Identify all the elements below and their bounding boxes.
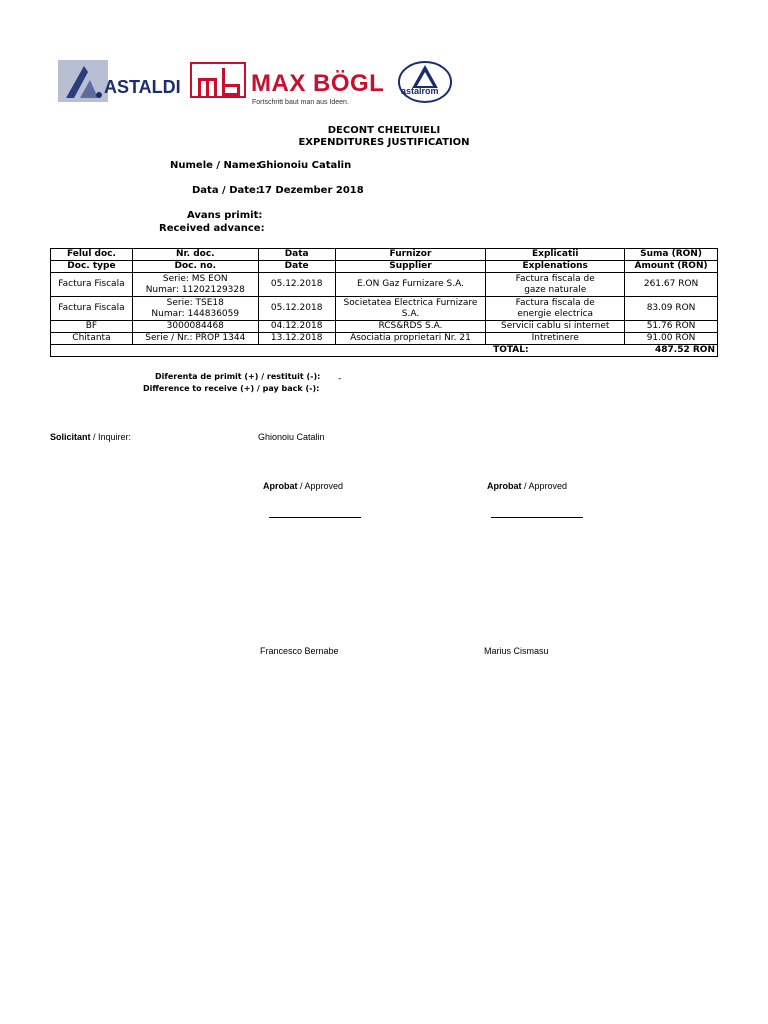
approval-label-1 xyxy=(263,481,343,491)
cell-doc-series: Serie: TSE18 xyxy=(166,297,224,308)
cell-doc-type: BF xyxy=(51,321,133,333)
max-bogl-logo-text: MAX BÖGL xyxy=(251,70,385,97)
approver-name-1: Francesco Bernabe xyxy=(260,646,339,656)
header-doc-no-ro: Nr. doc. xyxy=(132,249,258,261)
header-date-en: Date xyxy=(258,261,335,273)
inquirer-label-rest: / Inquirer: xyxy=(90,432,132,442)
cell-doc-type: Factura Fiscala xyxy=(51,297,133,321)
max-bogl-tagline: Fortschritt baut man aus Ideen. xyxy=(252,99,349,106)
approver-name-2: Marius Cismasu xyxy=(484,646,549,656)
max-bogl-logo-mark xyxy=(190,62,246,98)
cell-date: 05.12.2018 xyxy=(258,297,335,321)
cell-date: 13.12.2018 xyxy=(258,333,335,345)
table-header-ro xyxy=(51,249,718,261)
cell-doc-no xyxy=(132,297,258,321)
header-supplier-en: Supplier xyxy=(335,261,486,273)
date-label: Data / Date: xyxy=(192,185,260,196)
cell-explanation-line2: gaze naturale xyxy=(524,284,587,295)
cell-explanation xyxy=(486,297,625,321)
astalrom-logo xyxy=(397,60,453,104)
cell-doc-type: Factura Fiscala xyxy=(51,273,133,297)
cell-explanation-line2: energie electrica xyxy=(517,308,594,319)
cell-explanation: Intretinere xyxy=(486,333,625,345)
name-label: Numele / Name: xyxy=(170,160,260,171)
inquirer-label xyxy=(50,432,131,442)
header-explanation-en: Explenations xyxy=(486,261,625,273)
cell-date: 05.12.2018 xyxy=(258,273,335,297)
difference-value: - xyxy=(338,374,342,384)
cell-doc-type: Chitanta xyxy=(51,333,133,345)
header-supplier-ro: Furnizor xyxy=(335,249,486,261)
header-amount-ro: Suma (RON) xyxy=(625,249,718,261)
table-total-row xyxy=(51,345,718,357)
cell-amount: 91.00 RON xyxy=(625,333,718,345)
advance-label-en: Received advance: xyxy=(159,223,265,234)
total-label: TOTAL: xyxy=(51,345,625,357)
cell-supplier: E.ON Gaz Furnizare S.A. xyxy=(335,273,486,297)
header-explanation-ro: Explicatii xyxy=(486,249,625,261)
document-title: DECONT CHELTUIELI xyxy=(327,125,441,136)
table-row xyxy=(51,333,718,345)
cell-supplier-line2: S.A. xyxy=(401,308,420,319)
cell-doc-number: Numar: 11202129328 xyxy=(145,284,245,295)
cell-supplier-line1: Societatea Electrica Furnizare xyxy=(343,297,478,308)
astaldi-logo-mark xyxy=(58,60,108,102)
cell-explanation-line1: Factura fiscala de xyxy=(515,273,595,284)
total-value: 487.52 RON xyxy=(625,345,718,357)
cell-supplier xyxy=(335,297,486,321)
approval-label-rest: / Approved xyxy=(521,481,568,491)
header-amount-en: Amount (RON) xyxy=(625,261,718,273)
cell-supplier: RCS&RDS S.A. xyxy=(335,321,486,333)
header-doc-type-en: Doc. type xyxy=(51,261,133,273)
cell-explanation: Servicii cablu si internet xyxy=(486,321,625,333)
expenditures-table xyxy=(50,248,718,357)
cell-doc-no: Serie / Nr.: PROP 1344 xyxy=(132,333,258,345)
header-date-ro: Data xyxy=(258,249,335,261)
table-row xyxy=(51,321,718,333)
cell-date: 04.12.2018 xyxy=(258,321,335,333)
difference-label-ro: Diferenta de primit (+) / restituit (-): xyxy=(155,372,321,381)
approval-label-bold: Aprobat xyxy=(263,481,298,491)
difference-label-en: Difference to receive (+) / pay back (-): xyxy=(143,384,320,393)
astalrom-logo-text: astalrom xyxy=(401,86,439,96)
approval-label-2 xyxy=(487,481,567,491)
cell-amount: 51.76 RON xyxy=(625,321,718,333)
cell-amount: 261.67 RON xyxy=(625,273,718,297)
approval-label-bold: Aprobat xyxy=(487,481,522,491)
name-value: Ghionoiu Catalin xyxy=(258,160,352,171)
date-value: 17 Dezember 2018 xyxy=(258,185,364,196)
advance-label-ro: Avans primit: xyxy=(187,210,263,221)
signature-line-1 xyxy=(269,517,361,518)
cell-doc-number: Numar: 144836059 xyxy=(151,308,240,319)
cell-explanation-line1: Factura fiscala de xyxy=(515,297,595,308)
header-doc-no-en: Doc. no. xyxy=(132,261,258,273)
table-row xyxy=(51,297,718,321)
inquirer-label-bold: Solicitant xyxy=(50,432,91,442)
cell-supplier: Asociatia proprietari Nr. 21 xyxy=(335,333,486,345)
signature-line-2 xyxy=(491,517,583,518)
table-header-en xyxy=(51,261,718,273)
document-subtitle: EXPENDITURES JUSTIFICATION xyxy=(298,137,470,148)
cell-doc-series: Serie: MS EON xyxy=(162,273,228,284)
table-row xyxy=(51,273,718,297)
inquirer-name: Ghionoiu Catalin xyxy=(258,432,325,442)
cell-doc-no xyxy=(132,273,258,297)
cell-amount: 83.09 RON xyxy=(625,297,718,321)
cell-explanation xyxy=(486,273,625,297)
cell-doc-no: 3000084468 xyxy=(132,321,258,333)
approval-label-rest: / Approved xyxy=(297,481,344,491)
astaldi-logo-text: ASTALDI xyxy=(104,77,181,97)
header-doc-type-ro: Felul doc. xyxy=(51,249,133,261)
